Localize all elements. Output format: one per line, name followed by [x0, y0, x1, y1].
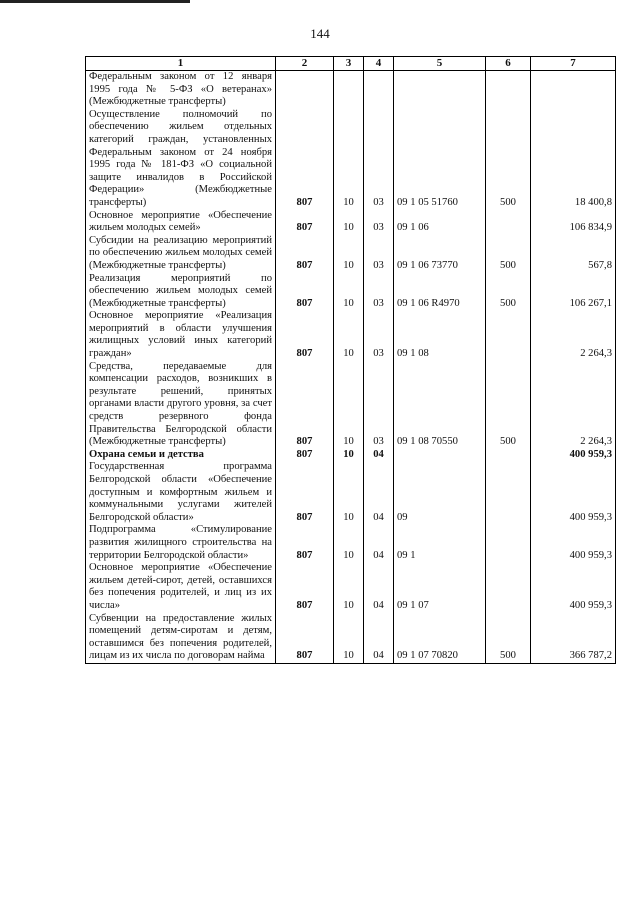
section-code: 10: [334, 524, 364, 562]
expense-type-code: [486, 210, 531, 235]
subsection-code: 03: [364, 310, 394, 360]
item-name: Основное мероприятие «Реализация мероприятий в области улучшения жилищных условий иных категорий граждан»: [86, 310, 276, 360]
chapter-code: 807: [276, 273, 334, 311]
expense-type-code: [486, 461, 531, 524]
subsection-code: 04: [364, 613, 394, 664]
table-row: [86, 461, 616, 524]
expense-type-code: 500: [486, 613, 531, 664]
col-header-1: 1: [86, 57, 276, 71]
section-code: [334, 71, 364, 109]
table-body: [86, 71, 616, 664]
expense-type-code: [486, 310, 531, 360]
amount: 400 959,3: [531, 449, 616, 462]
table-row: [86, 109, 616, 210]
amount: 400 959,3: [531, 524, 616, 562]
chapter-code: 807: [276, 109, 334, 210]
expense-type-code: [486, 562, 531, 612]
subsection-code: 03: [364, 210, 394, 235]
section-code: 10: [334, 210, 364, 235]
item-name: Осуществление полномочий по обеспечению жильем отдельных категорий граждан, установленных Федеральным законом от 24 ноября 1995 года № 181-ФЗ «О социальной защите инвалидов в Российской Федерации» (Межбюджетные трансферты): [86, 109, 276, 210]
page-number: 144: [310, 26, 330, 41]
chapter-code: 807: [276, 524, 334, 562]
col-header-4: 4: [364, 57, 394, 71]
section-code: 10: [334, 562, 364, 612]
item-name: Основное мероприятие «Обеспечение жильем молодых семей»: [86, 210, 276, 235]
table-row: [86, 449, 616, 462]
table-row: [86, 235, 616, 273]
amount: 18 400,8: [531, 109, 616, 210]
target-article-code: 09 1 06: [394, 210, 486, 235]
amount: 106 267,1: [531, 273, 616, 311]
table-row: [86, 310, 616, 360]
expense-type-code: 500: [486, 273, 531, 311]
table-row: [86, 524, 616, 562]
expense-type-code: [486, 449, 531, 462]
section-code: 10: [334, 613, 364, 664]
expense-type-code: 500: [486, 109, 531, 210]
subsection-code: 03: [364, 361, 394, 449]
amount: 400 959,3: [531, 562, 616, 612]
section-code: 10: [334, 109, 364, 210]
col-header-5: 5: [394, 57, 486, 71]
top-rule: [0, 0, 190, 3]
target-article-code: 09 1 07 70820: [394, 613, 486, 664]
item-name: Основное мероприятие «Обеспечение жильем детей-сирот, детей, оставшихся без попечения родителей, и лиц из их числа»: [86, 562, 276, 612]
item-name: Реализация мероприятий по обеспечению жильем молодых семей (Межбюджетные трансферты): [86, 273, 276, 311]
target-article-code: 09 1 07: [394, 562, 486, 612]
target-article-code: 09 1 06 73770: [394, 235, 486, 273]
item-name: Субсидии на реализацию мероприятий по обеспечению жильем молодых семей (Межбюджетные трансферты): [86, 235, 276, 273]
subsection-code: 03: [364, 109, 394, 210]
chapter-code: 807: [276, 310, 334, 360]
chapter-code: 807: [276, 235, 334, 273]
chapter-code: 807: [276, 562, 334, 612]
table-row: [86, 361, 616, 449]
target-article-code: 09 1 08 70550: [394, 361, 486, 449]
col-header-6: 6: [486, 57, 531, 71]
amount: 400 959,3: [531, 461, 616, 524]
col-header-3: 3: [334, 57, 364, 71]
col-header-7: 7: [531, 57, 616, 71]
section-code: 10: [334, 235, 364, 273]
col-header-2: 2: [276, 57, 334, 71]
expense-type-code: 500: [486, 361, 531, 449]
expense-type-code: 500: [486, 235, 531, 273]
section-code: 10: [334, 461, 364, 524]
section-code: 10: [334, 449, 364, 462]
chapter-code: 807: [276, 613, 334, 664]
subsection-code: 04: [364, 449, 394, 462]
target-article-code: 09: [394, 461, 486, 524]
item-name: Средства, передаваемые для компенсации расходов, возникших в результате решений, принятых органами власти другого уровня, за счет средств резервного фонда Правительства Белгородской области (Межбюджетные трансферты): [86, 361, 276, 449]
section-code: 10: [334, 310, 364, 360]
chapter-code: 807: [276, 461, 334, 524]
table-row: [86, 613, 616, 664]
section-code: 10: [334, 361, 364, 449]
amount: [531, 71, 616, 109]
expense-type-code: [486, 524, 531, 562]
chapter-code: 807: [276, 449, 334, 462]
budget-table: [85, 56, 616, 664]
item-name: Подпрограмма «Стимулирование развития жилищного строительства на территории Белгородской области»: [86, 524, 276, 562]
item-name: Федеральным законом от 12 января 1995 года № 5-ФЗ «О ветеранах» (Межбюджетные трансферты): [86, 71, 276, 109]
subsection-code: 03: [364, 235, 394, 273]
target-article-code: 09 1 05 51760: [394, 109, 486, 210]
target-article-code: [394, 71, 486, 109]
expense-type-code: [486, 71, 531, 109]
table-row: [86, 210, 616, 235]
subsection-code: 04: [364, 461, 394, 524]
chapter-code: 807: [276, 210, 334, 235]
amount: 2 264,3: [531, 361, 616, 449]
subsection-code: 04: [364, 524, 394, 562]
table-row: [86, 562, 616, 612]
amount: 106 834,9: [531, 210, 616, 235]
item-name: Государственная программа Белгородской области «Обеспечение доступным и комфортным жильем и коммунальными услугами жителей Белгородской области»: [86, 461, 276, 524]
amount: 366 787,2: [531, 613, 616, 664]
target-article-code: 09 1 08: [394, 310, 486, 360]
subsection-code: 03: [364, 273, 394, 311]
table-row: [86, 273, 616, 311]
item-name: Субвенции на предоставление жилых помещений детям-сиротам и детям, оставшимся без попечения родителей, лицам из их числа по договорам найма: [86, 613, 276, 664]
amount: 567,8: [531, 235, 616, 273]
header-row: [86, 57, 616, 71]
target-article-code: 09 1 06 R4970: [394, 273, 486, 311]
section-code: 10: [334, 273, 364, 311]
chapter-code: [276, 71, 334, 109]
subsection-code: [364, 71, 394, 109]
item-name: Охрана семьи и детства: [86, 449, 276, 462]
target-article-code: 09 1: [394, 524, 486, 562]
subsection-code: 04: [364, 562, 394, 612]
amount: 2 264,3: [531, 310, 616, 360]
chapter-code: 807: [276, 361, 334, 449]
target-article-code: [394, 449, 486, 462]
table-row: [86, 71, 616, 109]
